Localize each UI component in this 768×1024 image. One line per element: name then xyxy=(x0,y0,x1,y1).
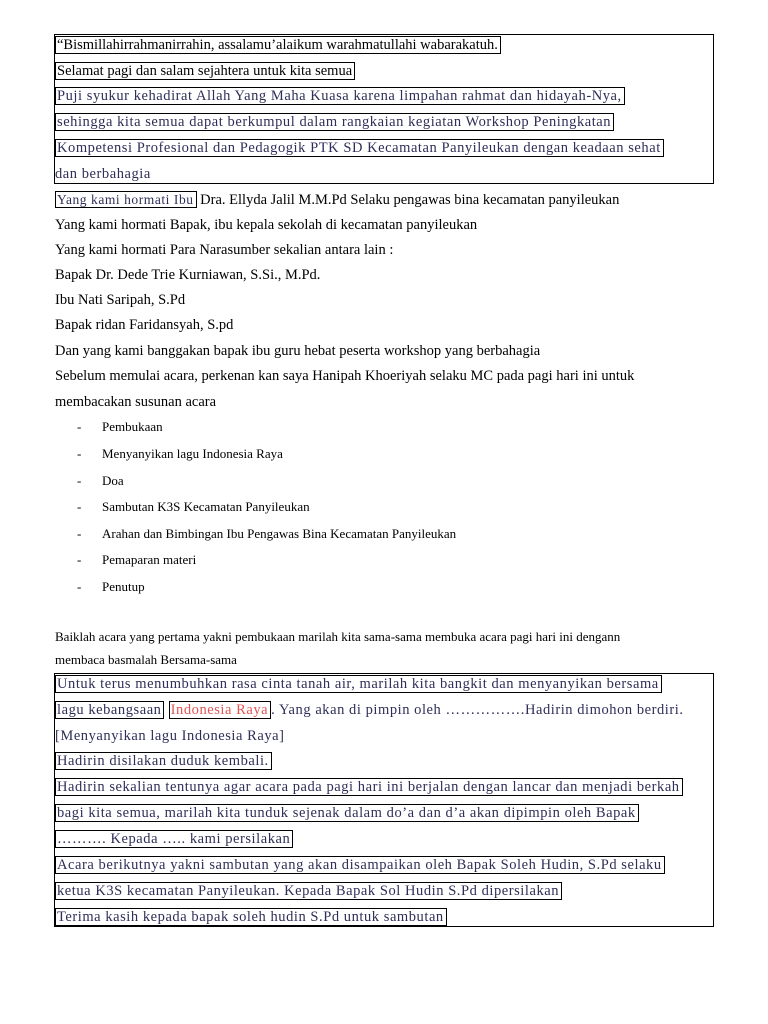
greeting-line-3: Yang kami hormati Para Narasumber sekalian antara lain : xyxy=(55,242,394,258)
opening-line-1: Baiklah acara yang pertama yakni pembukaan marilah kita sama-sama membuka acara pagi hari ini dengann xyxy=(55,629,621,644)
bullet-dash: - xyxy=(77,446,82,461)
intro-line-2 xyxy=(55,62,355,80)
agenda-item: Sambutan K3S Kecamatan Panyileukan xyxy=(102,499,310,514)
greeting-line-1-rest: Dra. Ellyda Jalil M.M.Pd Selaku pengawas bina kecamatan panyileukan xyxy=(196,192,620,208)
program-line-2 xyxy=(55,701,684,719)
program-line-3-text: [Menyanyikan lagu Indonesia Raya] xyxy=(55,728,285,744)
bullet-dash: - xyxy=(77,579,82,594)
program-line-4-text: Hadirin disilakan duduk kembali. xyxy=(55,752,272,770)
agenda-item: Menyanyikan lagu Indonesia Raya xyxy=(102,446,283,461)
intro-line-6 xyxy=(55,165,151,183)
agenda-item: Pembukaan xyxy=(102,419,163,434)
program-line-1 xyxy=(55,675,662,693)
program-line-1-text: Untuk terus menumbuhkan rasa cinta tanah air, marilah kita bangkit dan menyanyikan bersama xyxy=(55,675,662,693)
agenda-item: Arahan dan Bimbingan Ibu Pengawas Bina Kecamatan Panyileukan xyxy=(102,526,457,541)
program-line-2-end: . Yang akan di pimpin oleh …………….Hadirin dimohon berdiri. xyxy=(271,702,684,718)
intro-line-3 xyxy=(55,87,625,105)
intro-line-5 xyxy=(55,139,664,157)
bullet-dash: - xyxy=(77,526,82,541)
speaker-3: Bapak ridan Faridansyah, S.pd xyxy=(55,317,234,333)
program-line-8 xyxy=(55,856,665,874)
program-line-7-text: ………. Kepada ….. kami persilakan xyxy=(55,830,293,848)
program-line-3 xyxy=(55,727,285,745)
program-line-4 xyxy=(55,752,272,770)
anthem-link[interactable]: Indonesia Raya xyxy=(169,701,272,719)
opening-line-2: membaca basmalah Bersama-sama xyxy=(55,652,237,667)
program-line-6 xyxy=(55,804,639,822)
program-line-9 xyxy=(55,882,562,900)
speaker-2: Ibu Nati Saripah, S.Pd xyxy=(55,292,186,308)
greeting-line-7: Dan yang kami banggakan bapak ibu guru hebat peserta workshop yang berbahagia xyxy=(55,343,541,359)
greeting-line-8: Sebelum memulai acara, perkenan kan saya Hanipah Khoeriyah selaku MC pada pagi hari ini untuk xyxy=(55,368,635,384)
speaker-1: Bapak Dr. Dede Trie Kurniawan, S.Si., M.Pd. xyxy=(55,267,321,283)
bullet-dash: - xyxy=(77,473,82,488)
agenda-item: Doa xyxy=(102,473,124,488)
intro-line-3-text: Puji syukur kehadirat Allah Yang Maha Kuasa karena limpahan rahmat dan hidayah-Nya, xyxy=(55,87,625,105)
agenda-item: Pemaparan materi xyxy=(102,552,197,567)
greeting-line-9: membacakan susunan acara xyxy=(55,394,217,410)
greeting-boxed-text: Yang kami hormati Ibu xyxy=(55,191,197,208)
program-line-10 xyxy=(55,908,447,926)
agenda-item: Penutup xyxy=(102,579,145,594)
bullet-dash: - xyxy=(77,552,82,567)
program-line-9-text: ketua K3S kecamatan Panyileukan. Kepada Bapak Sol Hudin S.Pd dipersilakan xyxy=(55,882,562,900)
intro-line-1 xyxy=(55,36,501,54)
program-line-2-start: lagu kebangsaan xyxy=(55,701,164,719)
intro-line-5-text: Kompetensi Profesional dan Pedagogik PTK SD Kecamatan Panyileukan dengan keadaan sehat xyxy=(55,139,664,157)
program-line-5 xyxy=(55,778,683,796)
intro-line-4-text: sehingga kita semua dapat berkumpul dalam rangkaian kegiatan Workshop Peningkatan xyxy=(55,113,614,131)
bullet-dash: - xyxy=(77,419,82,434)
greeting-line-1 xyxy=(55,191,619,209)
program-line-8-text: Acara berikutnya yakni sambutan yang akan disampaikan oleh Bapak Soleh Hudin, S.Pd selaku xyxy=(55,856,665,874)
intro-line-2-text: Selamat pagi dan salam sejahtera untuk kita semua xyxy=(55,62,355,80)
intro-line-6-text: dan berbahagia xyxy=(55,166,151,182)
greeting-line-2: Yang kami hormati Bapak, ibu kepala sekolah di kecamatan panyileukan xyxy=(55,217,478,233)
intro-line-4 xyxy=(55,113,614,131)
program-line-10-text: Terima kasih kepada bapak soleh hudin S.Pd untuk sambutan xyxy=(55,908,447,926)
intro-line-1-text: “Bismillahirrahmanirrahin, assalamu’alaikum warahmatullahi wabarakatuh. xyxy=(55,36,501,54)
program-line-5-text: Hadirin sekalian tentunya agar acara pada pagi hari ini berjalan dengan lancar dan menjadi berkah xyxy=(55,778,683,796)
program-line-6-text: bagi kita semua, marilah kita tunduk sejenak dalam do’a dan d’a akan dipimpin oleh Bapak xyxy=(55,804,639,822)
bullet-dash: - xyxy=(77,499,82,514)
program-line-7 xyxy=(55,830,293,848)
intro-frame xyxy=(54,34,714,184)
